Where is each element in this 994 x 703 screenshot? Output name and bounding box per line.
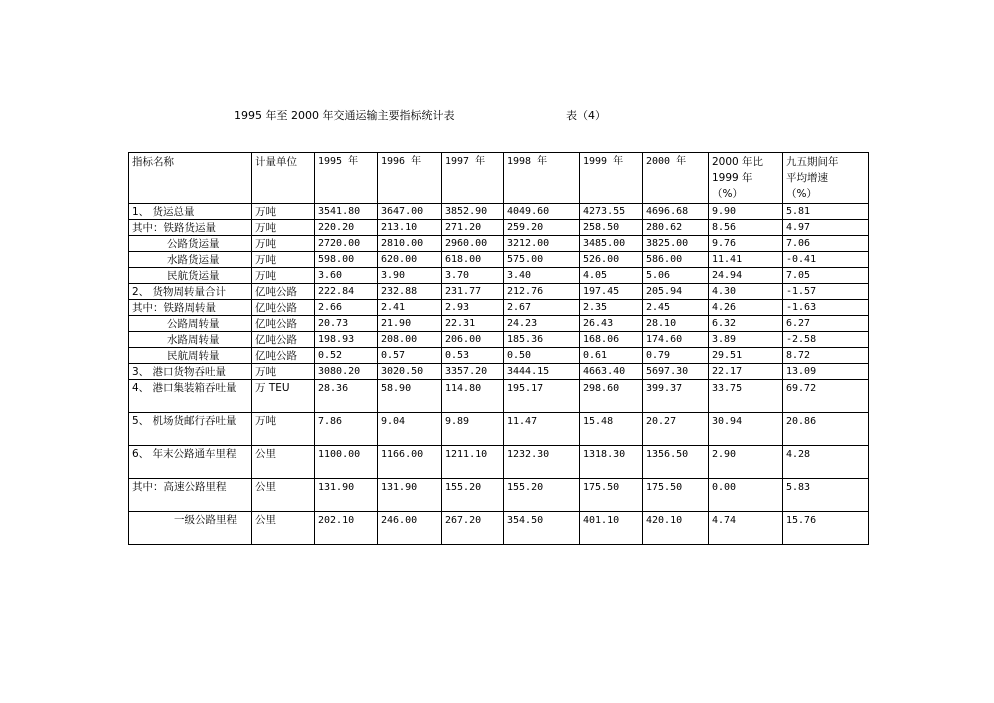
row-value: 24.94 bbox=[709, 268, 783, 284]
row-value: 9.76 bbox=[709, 236, 783, 252]
row-name: 一级公路里程 bbox=[129, 512, 252, 545]
row-value: 168.06 bbox=[580, 332, 643, 348]
row-unit: 万吨 bbox=[252, 364, 315, 380]
row-value: 2.41 bbox=[378, 300, 442, 316]
row-value: 231.77 bbox=[442, 284, 504, 300]
row-value: -2.58 bbox=[783, 332, 869, 348]
row-value: 197.45 bbox=[580, 284, 643, 300]
row-value: 15.76 bbox=[783, 512, 869, 545]
header-unit: 计量单位 bbox=[252, 153, 315, 204]
row-value: 4696.68 bbox=[643, 204, 709, 220]
table-row bbox=[129, 364, 869, 380]
row-value: 232.88 bbox=[378, 284, 442, 300]
header-1997: 1997 年 bbox=[442, 153, 504, 204]
table-row bbox=[129, 300, 869, 316]
row-unit: 公里 bbox=[252, 512, 315, 545]
row-value: 4.97 bbox=[783, 220, 869, 236]
row-value: 0.50 bbox=[504, 348, 580, 364]
table-row bbox=[129, 413, 869, 446]
row-value: 175.50 bbox=[643, 479, 709, 512]
row-value: 114.80 bbox=[442, 380, 504, 413]
row-value: 2.35 bbox=[580, 300, 643, 316]
row-value: 2.67 bbox=[504, 300, 580, 316]
row-name: 1、 货运总量 bbox=[129, 204, 252, 220]
table-row bbox=[129, 512, 869, 545]
row-value: 3020.50 bbox=[378, 364, 442, 380]
row-value: 5697.30 bbox=[643, 364, 709, 380]
row-unit: 亿吨公路 bbox=[252, 300, 315, 316]
table-title: 1995 年至 2000 年交通运输主要指标统计表 bbox=[234, 109, 455, 122]
row-value: 15.48 bbox=[580, 413, 643, 446]
row-value: -1.57 bbox=[783, 284, 869, 300]
row-value: 2810.00 bbox=[378, 236, 442, 252]
row-value: 354.50 bbox=[504, 512, 580, 545]
table-header-row bbox=[129, 153, 869, 204]
row-value: 259.20 bbox=[504, 220, 580, 236]
row-value: 7.05 bbox=[783, 268, 869, 284]
row-unit: 亿吨公路 bbox=[252, 316, 315, 332]
row-value: 33.75 bbox=[709, 380, 783, 413]
table-row bbox=[129, 220, 869, 236]
row-value: 6.27 bbox=[783, 316, 869, 332]
row-unit: 亿吨公路 bbox=[252, 284, 315, 300]
row-value: 0.61 bbox=[580, 348, 643, 364]
row-value: 3.60 bbox=[315, 268, 378, 284]
table-row bbox=[129, 380, 869, 413]
row-name: 5、 机场货邮行吞吐量 bbox=[129, 413, 252, 446]
row-value: 13.09 bbox=[783, 364, 869, 380]
row-value: 2720.00 bbox=[315, 236, 378, 252]
row-value: 5.83 bbox=[783, 479, 869, 512]
row-unit: 亿吨公路 bbox=[252, 348, 315, 364]
row-value: 131.90 bbox=[378, 479, 442, 512]
row-value: 258.50 bbox=[580, 220, 643, 236]
row-value: 0.79 bbox=[643, 348, 709, 364]
header-2000: 2000 年 bbox=[643, 153, 709, 204]
row-value: 7.86 bbox=[315, 413, 378, 446]
row-value: 28.36 bbox=[315, 380, 378, 413]
table-row bbox=[129, 284, 869, 300]
row-value: 58.90 bbox=[378, 380, 442, 413]
table-row bbox=[129, 348, 869, 364]
row-value: 4049.60 bbox=[504, 204, 580, 220]
table-row bbox=[129, 268, 869, 284]
header-1995: 1995 年 bbox=[315, 153, 378, 204]
row-value: 598.00 bbox=[315, 252, 378, 268]
row-unit: 万吨 bbox=[252, 252, 315, 268]
row-value: 21.90 bbox=[378, 316, 442, 332]
row-name: 民航周转量 bbox=[129, 348, 252, 364]
row-value: 280.62 bbox=[643, 220, 709, 236]
header-change: 2000 年比 1999 年 （%） bbox=[709, 153, 783, 204]
row-value: 6.32 bbox=[709, 316, 783, 332]
row-value: 4273.55 bbox=[580, 204, 643, 220]
row-value: 4.28 bbox=[783, 446, 869, 479]
row-value: 29.51 bbox=[709, 348, 783, 364]
table-body bbox=[129, 204, 869, 545]
row-value: 0.57 bbox=[378, 348, 442, 364]
row-value: 206.00 bbox=[442, 332, 504, 348]
row-value: 526.00 bbox=[580, 252, 643, 268]
row-value: 3.89 bbox=[709, 332, 783, 348]
row-value: 2.93 bbox=[442, 300, 504, 316]
row-value: 9.04 bbox=[378, 413, 442, 446]
row-value: 618.00 bbox=[442, 252, 504, 268]
table-row bbox=[129, 332, 869, 348]
row-value: 213.10 bbox=[378, 220, 442, 236]
row-value: 195.17 bbox=[504, 380, 580, 413]
table-row bbox=[129, 479, 869, 512]
row-unit: 公里 bbox=[252, 479, 315, 512]
row-name: 民航货运量 bbox=[129, 268, 252, 284]
row-value: 24.23 bbox=[504, 316, 580, 332]
row-value: 5.06 bbox=[643, 268, 709, 284]
row-value: 3541.80 bbox=[315, 204, 378, 220]
table-row bbox=[129, 446, 869, 479]
row-value: 22.17 bbox=[709, 364, 783, 380]
row-value: 586.00 bbox=[643, 252, 709, 268]
row-value: 2.90 bbox=[709, 446, 783, 479]
row-value: 202.10 bbox=[315, 512, 378, 545]
row-value: 30.94 bbox=[709, 413, 783, 446]
row-value: 620.00 bbox=[378, 252, 442, 268]
row-value: 1356.50 bbox=[643, 446, 709, 479]
row-value: 2.66 bbox=[315, 300, 378, 316]
row-value: 3357.20 bbox=[442, 364, 504, 380]
row-value: 271.20 bbox=[442, 220, 504, 236]
row-value: 11.47 bbox=[504, 413, 580, 446]
row-value: 131.90 bbox=[315, 479, 378, 512]
row-value: 3080.20 bbox=[315, 364, 378, 380]
row-value: 298.60 bbox=[580, 380, 643, 413]
row-value: 198.93 bbox=[315, 332, 378, 348]
row-value: 4663.40 bbox=[580, 364, 643, 380]
table-row bbox=[129, 204, 869, 220]
row-value: 3444.15 bbox=[504, 364, 580, 380]
row-value: 174.60 bbox=[643, 332, 709, 348]
table-number: 表（4） bbox=[566, 109, 606, 122]
row-value: 4.30 bbox=[709, 284, 783, 300]
row-name: 6、 年末公路通车里程 bbox=[129, 446, 252, 479]
row-value: 246.00 bbox=[378, 512, 442, 545]
row-value: 401.10 bbox=[580, 512, 643, 545]
row-name: 4、 港口集装箱吞吐量 bbox=[129, 380, 252, 413]
row-value: 3647.00 bbox=[378, 204, 442, 220]
row-value: -1.63 bbox=[783, 300, 869, 316]
row-unit: 万吨 bbox=[252, 413, 315, 446]
row-value: 4.26 bbox=[709, 300, 783, 316]
row-value: 2.45 bbox=[643, 300, 709, 316]
row-value: 0.00 bbox=[709, 479, 783, 512]
row-value: 212.76 bbox=[504, 284, 580, 300]
row-name: 其中：铁路货运量 bbox=[129, 220, 252, 236]
row-value: 8.56 bbox=[709, 220, 783, 236]
row-value: 1232.30 bbox=[504, 446, 580, 479]
row-value: 3825.00 bbox=[643, 236, 709, 252]
row-value: 9.89 bbox=[442, 413, 504, 446]
row-name: 3、 港口货物吞吐量 bbox=[129, 364, 252, 380]
row-unit: 万吨 bbox=[252, 236, 315, 252]
row-unit: 公里 bbox=[252, 446, 315, 479]
row-unit: 万吨 bbox=[252, 220, 315, 236]
row-value: 9.90 bbox=[709, 204, 783, 220]
row-name: 公路周转量 bbox=[129, 316, 252, 332]
row-unit: 亿吨公路 bbox=[252, 332, 315, 348]
row-value: 20.73 bbox=[315, 316, 378, 332]
row-unit: 万吨 bbox=[252, 204, 315, 220]
row-value: 205.94 bbox=[643, 284, 709, 300]
header-avg-growth: 九五期间年 平均增速 （%） bbox=[783, 153, 869, 204]
row-value: 267.20 bbox=[442, 512, 504, 545]
row-value: 3485.00 bbox=[580, 236, 643, 252]
row-value: 20.86 bbox=[783, 413, 869, 446]
row-value: 22.31 bbox=[442, 316, 504, 332]
row-value: 11.41 bbox=[709, 252, 783, 268]
row-name: 其中：铁路周转量 bbox=[129, 300, 252, 316]
row-name: 水路货运量 bbox=[129, 252, 252, 268]
row-value: 1100.00 bbox=[315, 446, 378, 479]
row-value: 155.20 bbox=[442, 479, 504, 512]
header-1996: 1996 年 bbox=[378, 153, 442, 204]
row-value: 1318.30 bbox=[580, 446, 643, 479]
row-value: 20.27 bbox=[643, 413, 709, 446]
header-1999: 1999 年 bbox=[580, 153, 643, 204]
row-value: 420.10 bbox=[643, 512, 709, 545]
row-value: 155.20 bbox=[504, 479, 580, 512]
header-1998: 1998 年 bbox=[504, 153, 580, 204]
table-row bbox=[129, 316, 869, 332]
row-value: 28.10 bbox=[643, 316, 709, 332]
row-value: 220.20 bbox=[315, 220, 378, 236]
row-value: 1211.10 bbox=[442, 446, 504, 479]
row-value: -0.41 bbox=[783, 252, 869, 268]
row-value: 69.72 bbox=[783, 380, 869, 413]
row-value: 575.00 bbox=[504, 252, 580, 268]
row-value: 4.74 bbox=[709, 512, 783, 545]
row-value: 26.43 bbox=[580, 316, 643, 332]
row-value: 4.05 bbox=[580, 268, 643, 284]
table-row bbox=[129, 252, 869, 268]
row-name: 2、 货物周转量合计 bbox=[129, 284, 252, 300]
row-name: 其中：高速公路里程 bbox=[129, 479, 252, 512]
row-value: 185.36 bbox=[504, 332, 580, 348]
row-value: 3.70 bbox=[442, 268, 504, 284]
row-value: 175.50 bbox=[580, 479, 643, 512]
row-name: 公路货运量 bbox=[129, 236, 252, 252]
row-value: 1166.00 bbox=[378, 446, 442, 479]
row-unit: 万 TEU bbox=[252, 380, 315, 413]
row-value: 399.37 bbox=[643, 380, 709, 413]
row-value: 5.81 bbox=[783, 204, 869, 220]
row-unit: 万吨 bbox=[252, 268, 315, 284]
row-value: 3.40 bbox=[504, 268, 580, 284]
statistics-table bbox=[128, 152, 869, 545]
row-value: 3.90 bbox=[378, 268, 442, 284]
row-name: 水路周转量 bbox=[129, 332, 252, 348]
row-value: 222.84 bbox=[315, 284, 378, 300]
row-value: 7.06 bbox=[783, 236, 869, 252]
row-value: 8.72 bbox=[783, 348, 869, 364]
row-value: 0.53 bbox=[442, 348, 504, 364]
header-name: 指标名称 bbox=[129, 153, 252, 204]
row-value: 3212.00 bbox=[504, 236, 580, 252]
row-value: 0.52 bbox=[315, 348, 378, 364]
row-value: 208.00 bbox=[378, 332, 442, 348]
row-value: 3852.90 bbox=[442, 204, 504, 220]
table-row bbox=[129, 236, 869, 252]
row-value: 2960.00 bbox=[442, 236, 504, 252]
